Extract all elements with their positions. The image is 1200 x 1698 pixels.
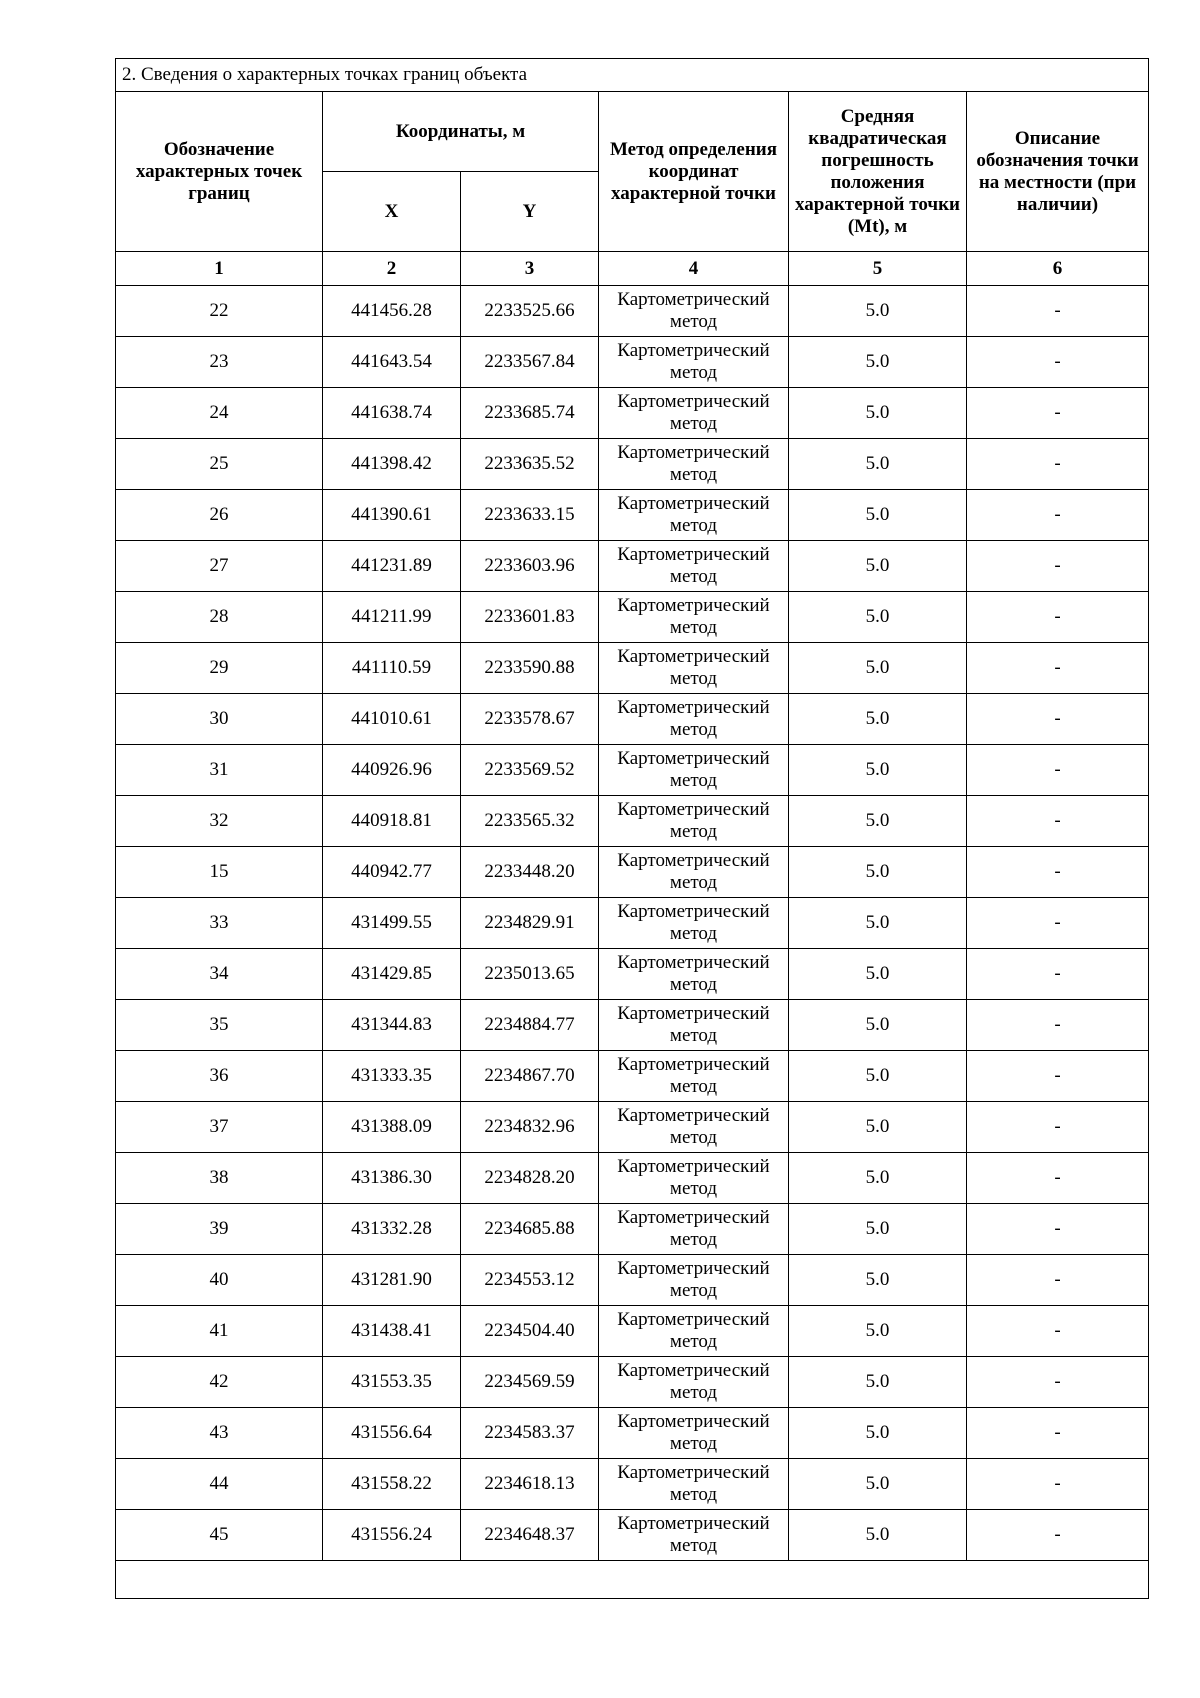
cell-x: 441010.61 — [323, 694, 461, 745]
cell-y: 2233567.84 — [461, 337, 599, 388]
cell-y: 2234553.12 — [461, 1255, 599, 1306]
cell-point: 41 — [116, 1306, 323, 1357]
cell-x: 441398.42 — [323, 439, 461, 490]
cell-description: - — [967, 1204, 1149, 1255]
cell-x: 440918.81 — [323, 796, 461, 847]
table-row — [116, 1306, 1149, 1357]
column-number: 3 — [461, 252, 599, 286]
cell-method: Картометрический метод — [599, 286, 789, 337]
cell-mt: 5.0 — [789, 847, 967, 898]
cell-point: 30 — [116, 694, 323, 745]
column-number: 2 — [323, 252, 461, 286]
cell-description: - — [967, 898, 1149, 949]
cell-mt: 5.0 — [789, 643, 967, 694]
cell-method: Картометрический метод — [599, 1051, 789, 1102]
cell-mt: 5.0 — [789, 796, 967, 847]
table-row — [116, 1510, 1149, 1561]
cell-description: - — [967, 745, 1149, 796]
cell-y: 2234867.70 — [461, 1051, 599, 1102]
cell-method: Картометрический метод — [599, 1306, 789, 1357]
header-method: Метод определения координат характерной точки — [599, 92, 789, 252]
cell-x: 431388.09 — [323, 1102, 461, 1153]
cell-x: 431499.55 — [323, 898, 461, 949]
cell-y: 2233601.83 — [461, 592, 599, 643]
cell-y: 2233578.67 — [461, 694, 599, 745]
cell-method: Картометрический метод — [599, 796, 789, 847]
cell-y: 2234648.37 — [461, 1510, 599, 1561]
cell-method: Картометрический метод — [599, 1102, 789, 1153]
cell-method: Картометрический метод — [599, 1153, 789, 1204]
cell-y: 2233685.74 — [461, 388, 599, 439]
table-row — [116, 1357, 1149, 1408]
cell-point: 45 — [116, 1510, 323, 1561]
table-row — [116, 541, 1149, 592]
cell-point: 28 — [116, 592, 323, 643]
cell-description: - — [967, 286, 1149, 337]
cell-mt: 5.0 — [789, 1255, 967, 1306]
cell-point: 23 — [116, 337, 323, 388]
cell-y: 2233603.96 — [461, 541, 599, 592]
cell-y: 2234583.37 — [461, 1408, 599, 1459]
cell-y: 2233525.66 — [461, 286, 599, 337]
cell-x: 440926.96 — [323, 745, 461, 796]
cell-method: Картометрический метод — [599, 490, 789, 541]
cell-mt: 5.0 — [789, 286, 967, 337]
cell-y: 2234618.13 — [461, 1459, 599, 1510]
header-point: Обозначение характерных точек границ — [116, 92, 323, 252]
cell-mt: 5.0 — [789, 745, 967, 796]
cell-method: Картометрический метод — [599, 1510, 789, 1561]
cell-mt: 5.0 — [789, 490, 967, 541]
header-coords: Координаты, м — [323, 92, 599, 172]
table-row — [116, 694, 1149, 745]
cell-y: 2235013.65 — [461, 949, 599, 1000]
cell-mt: 5.0 — [789, 949, 967, 1000]
table-row — [116, 592, 1149, 643]
cell-point: 40 — [116, 1255, 323, 1306]
cell-description: - — [967, 1408, 1149, 1459]
table-row — [116, 898, 1149, 949]
cell-y: 2233569.52 — [461, 745, 599, 796]
cell-y: 2234884.77 — [461, 1000, 599, 1051]
cell-point: 31 — [116, 745, 323, 796]
table-row — [116, 1000, 1149, 1051]
cell-method: Картометрический метод — [599, 1459, 789, 1510]
cell-x: 441643.54 — [323, 337, 461, 388]
table-row — [116, 949, 1149, 1000]
cell-mt: 5.0 — [789, 898, 967, 949]
cell-y: 2233633.15 — [461, 490, 599, 541]
cell-x: 441638.74 — [323, 388, 461, 439]
table-row — [116, 1153, 1149, 1204]
cell-y: 2234504.40 — [461, 1306, 599, 1357]
cell-x: 441390.61 — [323, 490, 461, 541]
cell-x: 441456.28 — [323, 286, 461, 337]
cell-mt: 5.0 — [789, 1459, 967, 1510]
cell-x: 431553.35 — [323, 1357, 461, 1408]
cell-y: 2234569.59 — [461, 1357, 599, 1408]
cell-description: - — [967, 1459, 1149, 1510]
cell-point: 38 — [116, 1153, 323, 1204]
cell-point: 26 — [116, 490, 323, 541]
cell-description: - — [967, 949, 1149, 1000]
table-row — [116, 286, 1149, 337]
cell-point: 25 — [116, 439, 323, 490]
header-error: Средняя квадратическая погрешность положения характерной точки (Mt), м — [789, 92, 967, 252]
cell-method: Картометрический метод — [599, 388, 789, 439]
cell-point: 27 — [116, 541, 323, 592]
cell-method: Картометрический метод — [599, 847, 789, 898]
cell-method: Картометрический метод — [599, 1408, 789, 1459]
cell-x: 431556.24 — [323, 1510, 461, 1561]
table-row — [116, 745, 1149, 796]
cell-y: 2234832.96 — [461, 1102, 599, 1153]
header-description: Описание обозначения точки на местности (при наличии) — [967, 92, 1149, 252]
cell-x: 431344.83 — [323, 1000, 461, 1051]
column-number: 5 — [789, 252, 967, 286]
cell-y: 2234829.91 — [461, 898, 599, 949]
cell-method: Картометрический метод — [599, 1357, 789, 1408]
table-row — [116, 337, 1149, 388]
table-row — [116, 1408, 1149, 1459]
cell-description: - — [967, 439, 1149, 490]
cell-method: Картометрический метод — [599, 898, 789, 949]
cell-x: 431438.41 — [323, 1306, 461, 1357]
cell-method: Картометрический метод — [599, 694, 789, 745]
cell-method: Картометрический метод — [599, 541, 789, 592]
cell-point: 15 — [116, 847, 323, 898]
cell-mt: 5.0 — [789, 1102, 967, 1153]
cell-x: 431429.85 — [323, 949, 461, 1000]
table-row — [116, 1102, 1149, 1153]
cell-point: 36 — [116, 1051, 323, 1102]
cell-mt: 5.0 — [789, 388, 967, 439]
boundary-points-table — [115, 58, 1149, 1599]
section-title: 2. Сведения о характерных точках границ объекта — [116, 59, 1149, 92]
cell-description: - — [967, 1357, 1149, 1408]
table-row — [116, 643, 1149, 694]
cell-description: - — [967, 1102, 1149, 1153]
table-footer-empty — [116, 1561, 1149, 1599]
cell-point: 24 — [116, 388, 323, 439]
cell-method: Картометрический метод — [599, 643, 789, 694]
cell-x: 431386.30 — [323, 1153, 461, 1204]
cell-point: 42 — [116, 1357, 323, 1408]
cell-description: - — [967, 541, 1149, 592]
cell-x: 431281.90 — [323, 1255, 461, 1306]
cell-description: - — [967, 1153, 1149, 1204]
cell-x: 441231.89 — [323, 541, 461, 592]
table-row — [116, 847, 1149, 898]
table-row — [116, 388, 1149, 439]
cell-description: - — [967, 337, 1149, 388]
cell-description: - — [967, 592, 1149, 643]
cell-mt: 5.0 — [789, 1051, 967, 1102]
cell-point: 29 — [116, 643, 323, 694]
cell-description: - — [967, 1255, 1149, 1306]
cell-x: 441211.99 — [323, 592, 461, 643]
cell-method: Картометрический метод — [599, 949, 789, 1000]
cell-method: Картометрический метод — [599, 592, 789, 643]
cell-method: Картометрический метод — [599, 337, 789, 388]
cell-mt: 5.0 — [789, 1357, 967, 1408]
cell-y: 2233565.32 — [461, 796, 599, 847]
cell-mt: 5.0 — [789, 1153, 967, 1204]
cell-point: 37 — [116, 1102, 323, 1153]
cell-description: - — [967, 1000, 1149, 1051]
cell-description: - — [967, 388, 1149, 439]
cell-x: 431332.28 — [323, 1204, 461, 1255]
cell-description: - — [967, 1306, 1149, 1357]
table-body — [116, 286, 1149, 1561]
cell-y: 2234685.88 — [461, 1204, 599, 1255]
cell-description: - — [967, 847, 1149, 898]
cell-mt: 5.0 — [789, 592, 967, 643]
cell-description: - — [967, 1510, 1149, 1561]
cell-point: 43 — [116, 1408, 323, 1459]
cell-x: 431558.22 — [323, 1459, 461, 1510]
table-row — [116, 1459, 1149, 1510]
cell-y: 2233590.88 — [461, 643, 599, 694]
header-y: Y — [461, 172, 599, 252]
cell-mt: 5.0 — [789, 439, 967, 490]
cell-description: - — [967, 490, 1149, 541]
cell-x: 441110.59 — [323, 643, 461, 694]
cell-description: - — [967, 1051, 1149, 1102]
cell-point: 32 — [116, 796, 323, 847]
cell-y: 2233635.52 — [461, 439, 599, 490]
cell-method: Картометрический метод — [599, 1204, 789, 1255]
table-row — [116, 490, 1149, 541]
cell-mt: 5.0 — [789, 1306, 967, 1357]
cell-mt: 5.0 — [789, 541, 967, 592]
cell-point: 22 — [116, 286, 323, 337]
cell-mt: 5.0 — [789, 1000, 967, 1051]
cell-mt: 5.0 — [789, 1204, 967, 1255]
column-number: 4 — [599, 252, 789, 286]
cell-method: Картометрический метод — [599, 1000, 789, 1051]
cell-y: 2233448.20 — [461, 847, 599, 898]
column-number: 1 — [116, 252, 323, 286]
cell-mt: 5.0 — [789, 1408, 967, 1459]
column-number: 6 — [967, 252, 1149, 286]
table-row — [116, 1255, 1149, 1306]
table-row — [116, 796, 1149, 847]
cell-point: 35 — [116, 1000, 323, 1051]
table-row — [116, 1204, 1149, 1255]
cell-y: 2234828.20 — [461, 1153, 599, 1204]
cell-point: 34 — [116, 949, 323, 1000]
cell-point: 39 — [116, 1204, 323, 1255]
table-row — [116, 1051, 1149, 1102]
cell-description: - — [967, 796, 1149, 847]
cell-mt: 5.0 — [789, 694, 967, 745]
cell-x: 440942.77 — [323, 847, 461, 898]
table-row — [116, 439, 1149, 490]
header-x: X — [323, 172, 461, 252]
cell-x: 431333.35 — [323, 1051, 461, 1102]
cell-description: - — [967, 643, 1149, 694]
cell-method: Картометрический метод — [599, 745, 789, 796]
boundary-points-sheet — [115, 58, 1148, 1599]
cell-description: - — [967, 694, 1149, 745]
cell-method: Картометрический метод — [599, 1255, 789, 1306]
cell-method: Картометрический метод — [599, 439, 789, 490]
cell-mt: 5.0 — [789, 1510, 967, 1561]
cell-mt: 5.0 — [789, 337, 967, 388]
cell-point: 44 — [116, 1459, 323, 1510]
cell-x: 431556.64 — [323, 1408, 461, 1459]
cell-point: 33 — [116, 898, 323, 949]
